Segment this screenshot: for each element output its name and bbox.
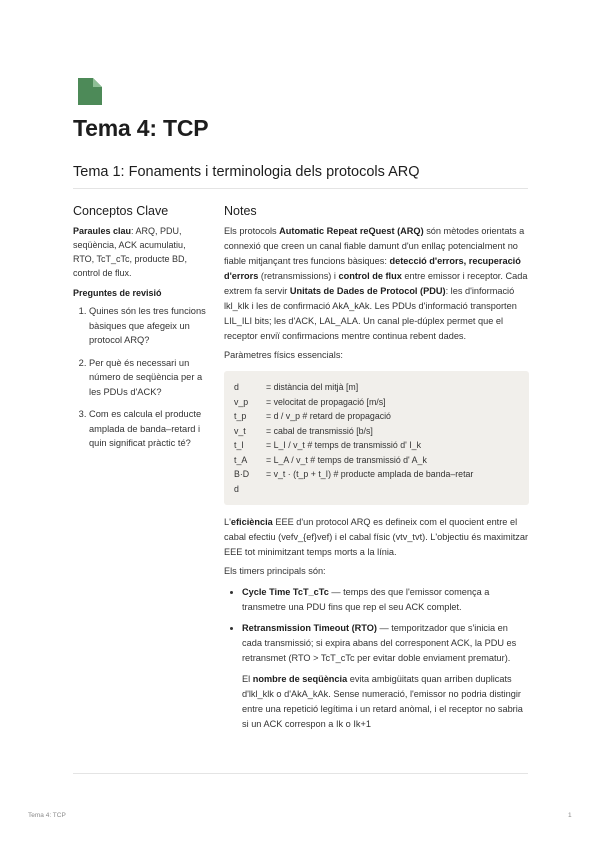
keywords-paragraph: [73, 224, 208, 280]
params-code-block: [224, 371, 529, 505]
code-desc: = distància del mitjà [m]: [266, 382, 359, 392]
key-concepts-column: [73, 204, 208, 459]
code-line: [234, 409, 519, 424]
page-title: Tema 4: TCP: [73, 115, 209, 141]
code-symbol: v_p: [234, 396, 249, 407]
footer-title: Tema 4: TCP: [28, 812, 66, 819]
code-line: [234, 395, 519, 410]
text-run: són mètodes orientats a connexió que creen un canal fiable damunt d'un enllaç potencialment no fiable mitjançant tres funcions bàsiques:: [224, 226, 525, 266]
key-concepts-heading: Conceptos Clave: [73, 204, 169, 218]
questions-heading: Preguntes de revisió: [73, 288, 162, 298]
code-line: [234, 453, 519, 468]
text-run: EEE d'un protocol ARQ es defineix com el quocient entre el cabal efectiu (vefv_{ef}vef) i el cabal físic (vtv_tvt). L'objectiu és maximitzar EEE tot minimitzant temps morts a la línia.: [224, 517, 529, 557]
notes-column: [224, 204, 529, 738]
code-line: [234, 424, 519, 439]
timer-item: [242, 585, 529, 615]
code-line: [234, 438, 519, 453]
keywords-label: Paraules clau: [73, 226, 132, 236]
timer-text: — temps des que l'emissor comença a transmetre una PDU fins que rep el seu ACK complet.: [242, 587, 490, 612]
text-run: (retransmissions) i: [258, 271, 339, 281]
bold-run: detecció d'errors, recuperació d'errors: [224, 256, 521, 281]
timers-list: [224, 585, 529, 732]
question-item: 3. Com es calcula el producte amplada de banda–retard i quin significat pràctic té?: [89, 407, 208, 451]
code-symbol: t_p: [234, 411, 247, 421]
code-symbol: t_I: [234, 440, 244, 450]
code-desc: = L_I / v_t # temps de transmissió d' I_k: [266, 440, 421, 450]
document-icon: [78, 78, 102, 105]
timer-name: Cycle Time TcT_cTc: [242, 587, 329, 597]
divider-top: [73, 188, 528, 189]
arq-intro-paragraph: [224, 224, 529, 344]
code-line: [234, 380, 519, 395]
bold-run: Automatic Repeat reQuest (ARQ): [279, 226, 424, 236]
code-line: [234, 467, 519, 482]
efficiency-paragraph: [224, 515, 529, 560]
question-item: 1. Quines són les tres funcions bàsiques que afegeix un protocol ARQ?: [89, 304, 208, 348]
bold-run: eficiència: [230, 517, 273, 527]
code-symbol: d: [234, 382, 239, 392]
code-symbol: v_t: [234, 425, 246, 436]
page-subtitle: Tema 1: Fonaments i terminologia dels protocols ARQ: [73, 164, 420, 180]
code-line: [234, 482, 519, 497]
divider-bottom: [73, 773, 528, 774]
code-desc: = L_A / v_t # temps de transmissió d' A_k: [266, 454, 427, 465]
bold-run: nombre de seqüència: [252, 674, 348, 684]
notes-heading: Notes: [224, 204, 257, 218]
text-run: evita ambigüitats quan arriben duplicats d'lkl_klk o d'AkA_kAk. Sense numeració, l'emissor no podria distingir entre una repetició legítima i un retard anòmal, i el receptor no sabria si un ACK correspon a Ik o Ik+1: [242, 674, 523, 729]
timers-label: Els timers principals són:: [224, 566, 326, 576]
code-symbol: B·D: [234, 469, 250, 479]
text-run: Els protocols: [224, 226, 280, 236]
questions-list: [73, 304, 208, 451]
timer-item: [242, 621, 529, 732]
sequence-number-paragraph: [242, 672, 529, 732]
text-run: entre emissor i receptor. Cada extrem fa servir: [224, 271, 528, 296]
code-desc: = v_t · (t_p + t_I) # producte amplada de banda–retar: [266, 469, 474, 479]
code-desc: = cabal de transmissió [b/s]: [266, 425, 373, 436]
keywords-text: : ARQ, PDU, seqüència, ACK acumulatiu, RTO, TcT_cTc, producte BD, control de flux.: [73, 226, 188, 278]
code-symbol: d: [234, 483, 239, 494]
text-run: El: [242, 674, 253, 684]
timer-text: — temporitzador que s'inicia en cada transmissió; si expira abans del corresponent ACK, la PDU es retransmet (RTO > TcT_cTc per evitar doble enviament prematur).: [242, 623, 517, 663]
code-desc: = velocitat de propagació [m/s]: [266, 396, 386, 407]
params-label: Paràmetres físics essencials:: [224, 350, 343, 360]
code-desc: = d / v_p # retard de propagació: [266, 411, 391, 421]
text-run: : les d'informació lkl_klk i les de confirmació AkA_kAk. Les PDUs d'informació transporten LIL_ILI bits; les d'ACK, LAL_ALA. Un canal ple-dúplex permet que el receptor enviï confirmacions mentre continua rebent dades.: [224, 286, 517, 341]
timer-name: Retransmission Timeout (RTO): [242, 623, 377, 633]
question-item: 2. Per què és necessari un número de seqüència per a les PDUs d'ACK?: [89, 356, 208, 400]
bold-run: control de flux: [338, 271, 402, 281]
page-number: 1: [568, 812, 572, 819]
bold-run: Unitats de Dades de Protocol (PDU): [289, 286, 446, 296]
code-symbol: t_A: [234, 454, 248, 465]
text-run: L': [224, 517, 231, 527]
